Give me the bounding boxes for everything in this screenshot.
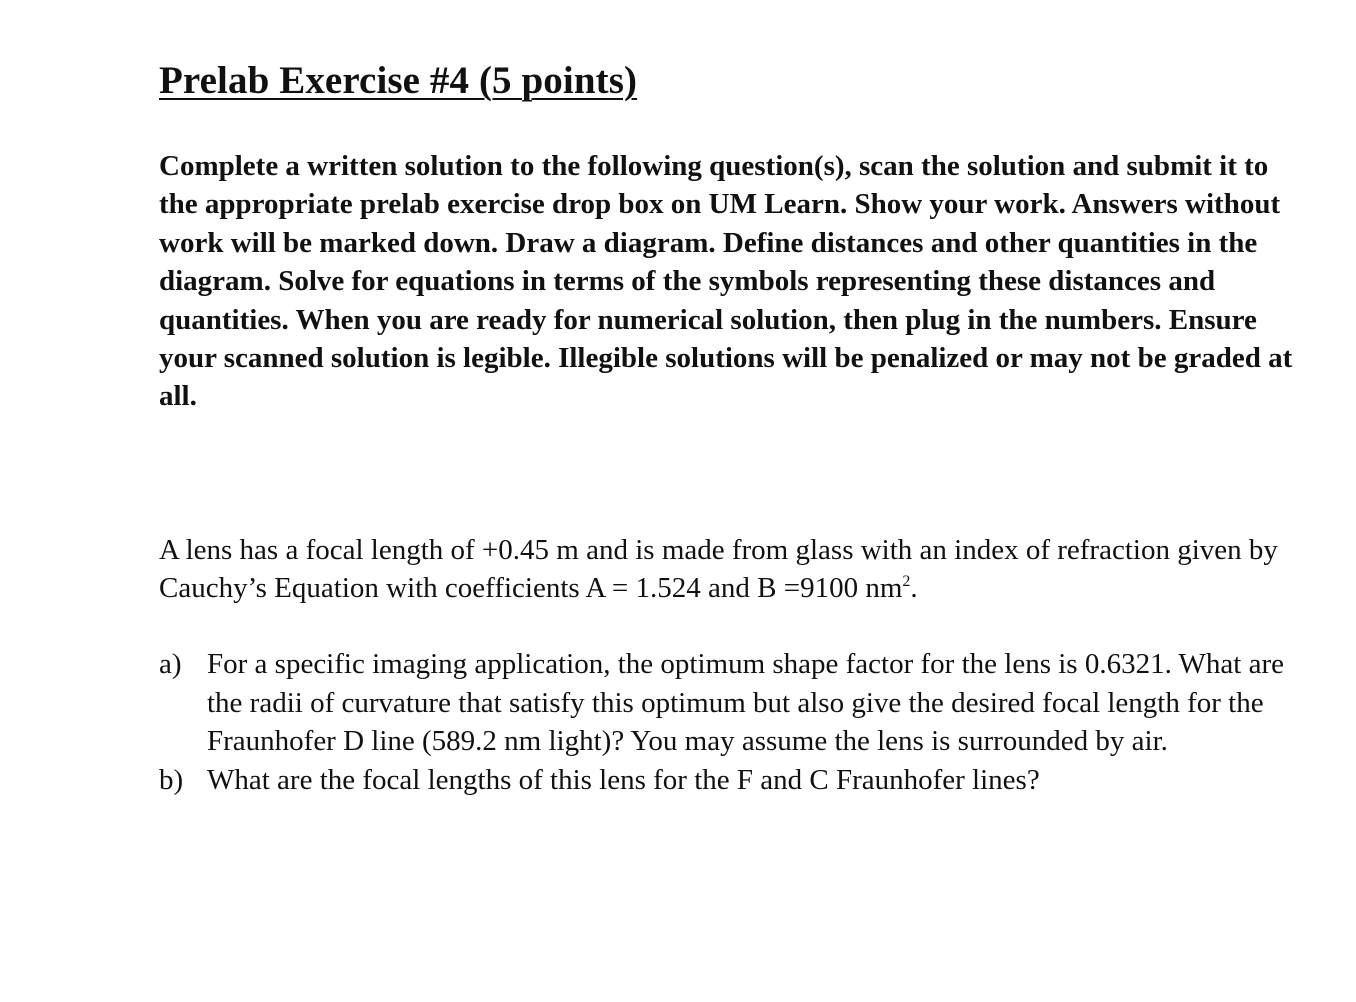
problem-statement bbox=[159, 531, 1309, 607]
question-marker: a) bbox=[159, 648, 182, 680]
page-title: Prelab Exercise #4 (5 points) bbox=[159, 59, 638, 102]
question-a bbox=[159, 645, 1309, 761]
question-list bbox=[159, 645, 1309, 799]
question-b bbox=[159, 761, 1309, 800]
question-marker: b) bbox=[159, 763, 184, 796]
problem-text: A lens has a focal length of +0.45 m and is made from glass with an index of refraction given by Cauchy’s Equation with coefficients A = 1.524 and B =9100 nm bbox=[159, 534, 1278, 604]
question-text: For a specific imaging application, the optimum shape factor for the lens is 0.6321. What are the radii of curvature that satisfy this optimum but also give the desired focal length for the Fraunhofer D line (589.2 nm light)? You may assume the lens is surrounded by air. bbox=[207, 648, 1284, 757]
problem-superscript: 2 bbox=[902, 573, 911, 590]
question-text: What are the focal lengths of this lens for the F and C Fraunhofer lines? bbox=[207, 763, 1040, 796]
instructions-paragraph: Complete a written solution to the following question(s), scan the solution and submit it to the appropriate prelab exercise drop box on UM Learn. Show your work. Answers without work will be marked down. Draw a diagram. Define distances and other quantities in the diagram. Solve for equations in terms of the symbols representing these distances and quantities. When you are ready for numerical solution, then plug in the numbers. Ensure your scanned solution is legible. Illegible solutions will be penalized or may not be graded at all. bbox=[159, 150, 1293, 413]
problem-end: . bbox=[910, 572, 918, 604]
